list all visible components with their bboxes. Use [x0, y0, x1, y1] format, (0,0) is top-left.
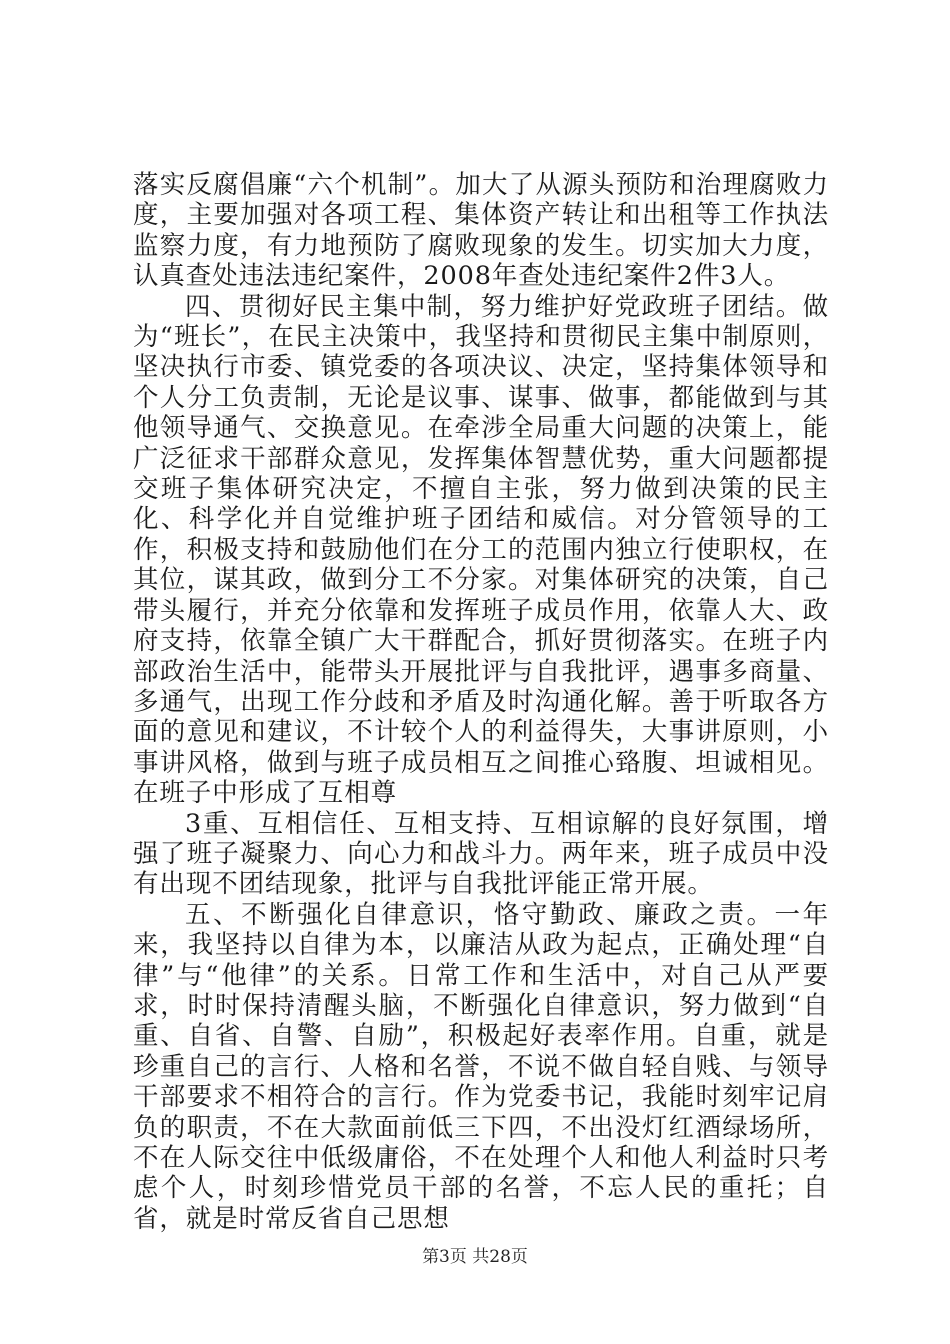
paragraph-2: 四、贯彻好民主集中制，努力维护好党政班子团结。做为“班长”，在民主决策中，我坚持和贯彻民主集中制原则，坚决执行市委、镇党委的各项决议、决定，坚持集体领导和个人分工负责制，无论是议事、谋事、做事，都能做到与其他领导通气、交换意见。在牵涉全局重大问题的决策上，能广泛征求干部群众意见，发挥集体智慧优势，重大问题都提交班子集体研究决定，不擅自主张，努力做到决策的民主化、科学化并自觉维护班子团结和威信。对分管领导的工作，积极支持和鼓励他们在分工的范围内独立行使职权，在其位，谋其政，做到分工不分家。对集体研究的决策，自己带头履行，并充分依靠和发挥班子成员作用，依靠人大、政府支持，依靠全镇广大干群配合，抓好贯彻落实。在班子内部政治生活中，能带头开展批评与自我批评，遇事多商量、多通气，出现工作分歧和矛盾及时沟通化解。善于听取各方面的意见和建议，不计较个人的利益得失，大事讲原则，小事讲风格，做到与班子成员相互之间推心臵腹、坦诚相见。在班子中形成了互相尊 [133, 291, 829, 809]
paragraph-4: 五、不断强化自律意识，恪守勤政、廉政之责。一年来，我坚持以自律为本，以廉洁从政为起点，正确处理“自律”与“他律”的关系。日常工作和生活中，对自己从严要求，时时保持清醒头脑，不断强化自律意识，努力做到“自重、自省、自警、自励”，积极起好表率作用。自重，就是珍重自己的言行、人格和名誉，不说不做自轻自贱、与领导干部要求不相符合的言行。作为党委书记，我能时刻牢记肩负的职责，不在大款面前低三下四，不出没灯红酒绿场所，不在人际交往中低级庸俗，不在处理个人和他人利益时只考虑个人，时刻珍惜党员干部的名誉，不忘人民的重托；自省，就是时常反省自己思想 [133, 899, 829, 1234]
paragraph-3: 3重、互相信任、互相支持、互相谅解的良好氛围，增强了班子凝聚力、向心力和战斗力。两年来，班子成员中没有出现不团结现象，批评与自我批评能正常开展。 [133, 808, 829, 900]
paragraph-1: 落实反腐倡廉“六个机制”。加大了从源头预防和治理腐败力度，主要加强对各项工程、集体资产转让和出租等工作执法监察力度，有力地预防了腐败现象的发生。切实加大力度，认真查处违法违纪案件，2008年查处违纪案件2件3人。 [133, 170, 829, 292]
document-body [133, 170, 829, 1234]
page-number-footer: 第3页 共28页 [422, 1247, 528, 1267]
